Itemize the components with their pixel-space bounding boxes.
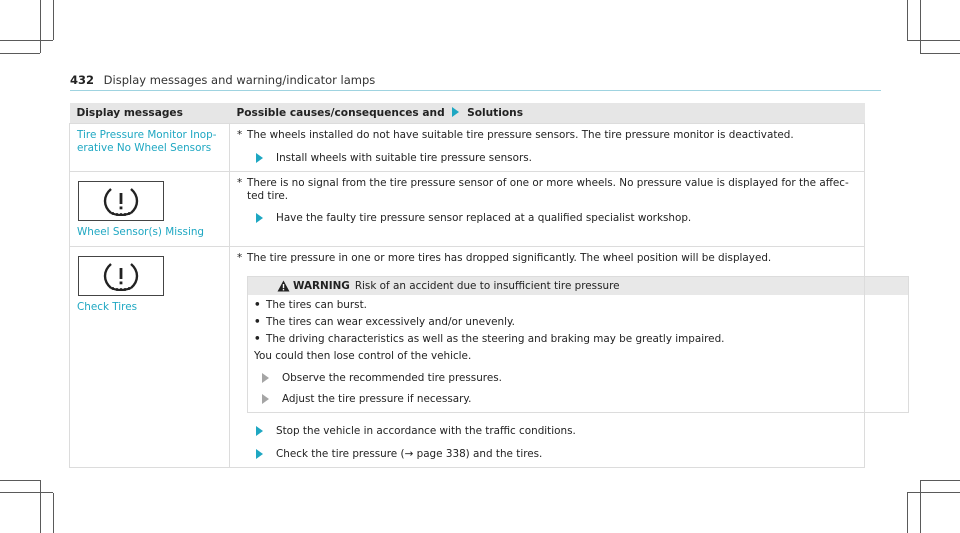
table-row — [70, 124, 865, 172]
solution-step — [256, 425, 857, 438]
tire-pressure-warning-icon-svg — [100, 186, 142, 216]
warning-bullet — [254, 299, 908, 312]
tire-pressure-warning-icon — [78, 256, 164, 296]
display-messages-table — [69, 103, 865, 468]
step-text: Observe the recommended tire pressures. — [282, 371, 502, 384]
step-text: Stop the vehicle in accordance with the traffic conditions. — [276, 424, 576, 437]
crop-mark — [0, 40, 53, 41]
section-title: Display messages and warning/indicator lamps — [103, 73, 376, 87]
cause-cell — [230, 172, 865, 247]
cause-marker: * — [237, 129, 243, 141]
step-arrow-icon — [256, 449, 263, 459]
display-message: Wheel Sensor(s) Missing — [77, 226, 205, 239]
bullet-dot: • — [254, 299, 261, 312]
col-header-messages: Display messages — [70, 103, 230, 124]
cause-text — [237, 177, 857, 202]
message-cell — [70, 246, 230, 467]
warning-bullet — [254, 316, 908, 329]
crop-mark — [0, 53, 40, 54]
cause-cell — [230, 246, 865, 467]
warning-step — [262, 393, 908, 406]
warning-triangle-icon — [277, 280, 290, 292]
tire-pressure-warning-icon — [78, 181, 164, 221]
col-header-causes — [230, 103, 865, 124]
solution-step — [256, 448, 857, 461]
bullet-dot: • — [254, 315, 261, 328]
col-header-solutions-label: Solutions — [467, 107, 523, 119]
step-arrow-icon — [262, 394, 269, 404]
warning-paragraph: You could then lose control of the vehicle. — [254, 350, 472, 363]
crop-mark — [40, 480, 41, 533]
crop-mark — [0, 480, 40, 481]
cause-cell — [230, 124, 865, 172]
step-text: Install wheels with suitable tire pressure sensors. — [276, 151, 532, 164]
crop-mark — [907, 40, 960, 41]
cause-marker: * — [237, 177, 243, 190]
bullet-text: The driving characteristics as well as the steering and braking may be greatly impaired. — [266, 332, 725, 345]
bullet-text: The tires can wear excessively and/or unevenly. — [266, 315, 515, 328]
crop-mark — [907, 492, 960, 493]
step-text — [276, 448, 542, 461]
warning-title: WARNING — [293, 280, 350, 293]
crop-mark — [53, 0, 54, 40]
step-text: Adjust the tire pressure if necessary. — [282, 393, 472, 406]
page-header — [70, 73, 880, 87]
cause-text-content: The wheels installed do not have suitable tire pressure sensors. The tire pressure monitor is deactivated. — [247, 129, 794, 141]
step-text-prefix: Check the tire pressure ( — [276, 447, 405, 460]
solution-arrow-icon — [452, 107, 459, 117]
col-header-causes-label: Possible causes/consequences and — [236, 107, 445, 119]
crop-mark — [907, 493, 908, 533]
warning-text: Risk of an accident due to insufficient tire pressure — [354, 280, 620, 293]
warning-step — [262, 372, 908, 385]
crop-mark — [920, 0, 921, 53]
table-row — [70, 172, 865, 247]
step-arrow-icon — [256, 213, 263, 223]
table-row — [70, 246, 865, 467]
page-number: 432 — [70, 73, 95, 87]
page-reference-link[interactable]: page 338) and the tires. — [416, 447, 543, 460]
tire-pressure-warning-icon-svg — [100, 261, 142, 291]
crop-mark — [920, 480, 960, 481]
crop-mark — [40, 0, 41, 53]
cause-text — [237, 129, 857, 142]
cause-text-content: There is no signal from the tire pressure sensor of one or more wheels. No pressure value is displayed for the affec- ted tire. — [247, 177, 849, 202]
bullet-dot: • — [254, 332, 261, 345]
crop-mark — [0, 492, 53, 493]
display-message: Check Tires — [77, 300, 138, 313]
solution-step — [256, 152, 857, 165]
step-arrow-icon — [262, 373, 269, 383]
message-cell — [70, 124, 230, 172]
step-text: Have the faulty tire pressure sensor replaced at a qualified specialist workshop. — [276, 212, 692, 225]
step-arrow-icon — [256, 426, 263, 436]
table-header-row — [70, 103, 865, 124]
warning-header — [248, 277, 908, 295]
crop-mark — [920, 53, 960, 54]
crop-mark — [53, 493, 54, 533]
crop-mark — [907, 0, 908, 40]
cause-text — [237, 252, 857, 265]
bullet-text: The tires can burst. — [266, 299, 367, 312]
message-cell — [70, 172, 230, 247]
page-ref-arrow: → — [404, 447, 414, 460]
display-message: Tire Pressure Monitor Inop- erative No Wheel Sensors — [77, 129, 217, 154]
cause-text-content: The tire pressure in one or more tires has dropped significantly. The wheel position will be displayed. — [247, 251, 772, 264]
crop-mark — [920, 480, 921, 533]
solution-step — [256, 212, 857, 225]
step-arrow-icon — [256, 153, 263, 163]
header-divider — [70, 90, 881, 91]
cause-marker: * — [237, 251, 243, 264]
warning-bullet — [254, 333, 908, 346]
warning-box — [247, 276, 909, 413]
